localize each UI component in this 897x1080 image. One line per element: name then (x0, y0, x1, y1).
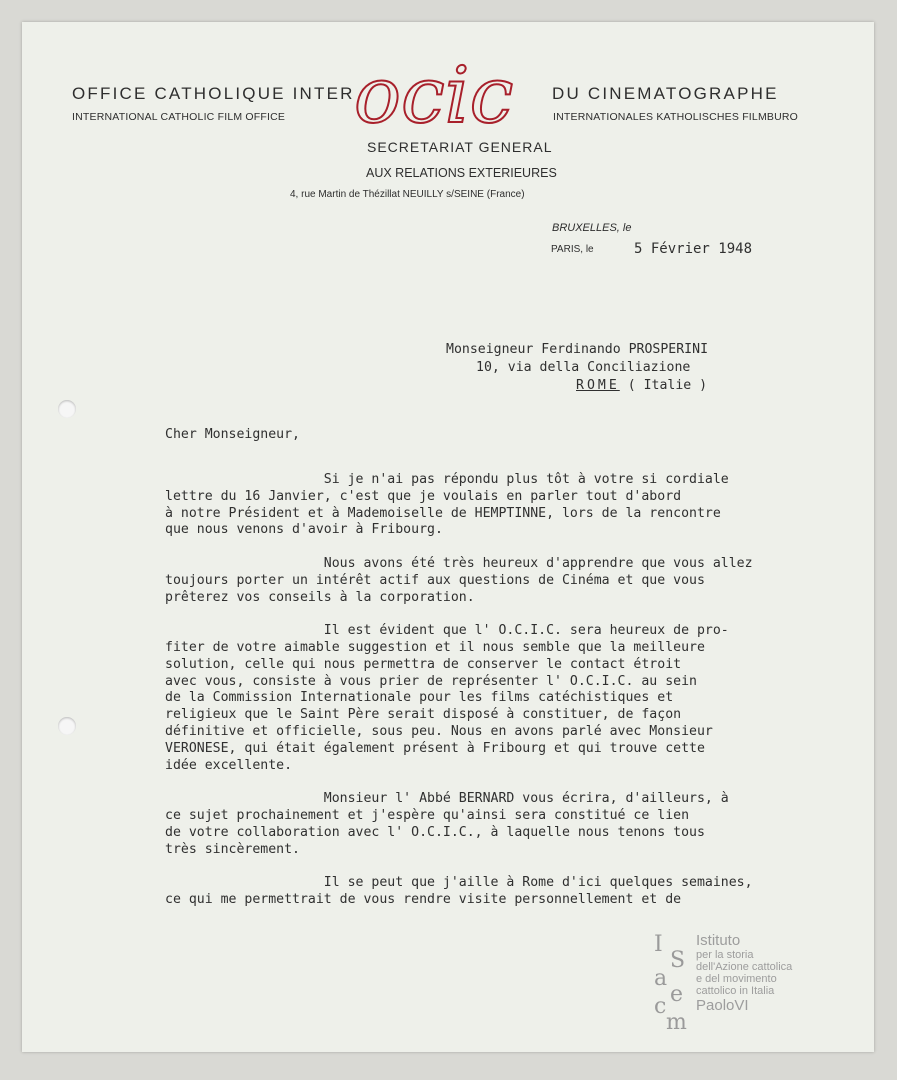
recipient-street: 10, via della Conciliazione (476, 360, 691, 375)
place-paris: PARIS, le (551, 244, 594, 255)
punch-hole-top (58, 400, 76, 418)
letter-body-line: Il se peut que j'aille à Rome d'ici quelques semaines, (165, 875, 753, 891)
letter-body-line: Nous avons été très heureux d'apprendre que vous allez (165, 555, 753, 571)
letterhead-secretariat: SECRETARIAT GENERAL (367, 139, 553, 155)
letter-body-line: toujours porter un intérêt actif aux questions de Cinéma et que vous (165, 572, 705, 588)
recipient-city: ROME (576, 378, 620, 393)
letterhead-subtitle-left: INTERNATIONAL CATHOLIC FILM OFFICE (72, 111, 286, 123)
letter-body-line: très sincèrement. (165, 841, 300, 857)
letter-date: 5 Février 1948 (634, 241, 753, 257)
letter-body-line: Si je n'ai pas répondu plus tôt à votre si cordiale (165, 472, 729, 487)
letterhead-title-right: DU CINEMATOGRAPHE (552, 84, 779, 103)
letter-body-line: définitive et officielle, sous peu. Nous en avons parlé avec Monsieur (165, 723, 713, 739)
letter-body-line (165, 539, 753, 556)
letter-body-line (165, 774, 753, 791)
recipient-name: Monseigneur Ferdinando PROSPERINI (446, 342, 709, 357)
letter-body-line: solution, celle qui nous permettra de conserver le contact étroit (165, 656, 682, 672)
letter-body-line: prêterez vos conseils à la corporation. (165, 589, 475, 605)
letter-body-line (165, 606, 753, 623)
recipient-city-line (576, 378, 707, 394)
letter-body-line: religieux que le Saint Père serait disposé à constituer, de façon (165, 707, 682, 723)
salutation: Cher Monseigneur, (165, 427, 300, 442)
letter-body-line: idée excellente. (165, 757, 293, 773)
punch-hole-bottom (58, 717, 76, 735)
letter-body (165, 472, 753, 909)
letterhead-department: AUX RELATIONS EXTERIEURES (366, 166, 557, 180)
letterhead-address: 4, rue Martin de Thézillat NEUILLY s/SEINE (France) (290, 189, 525, 200)
letter-body-line: de la Commission Internationale pour les films catéchistiques et (165, 690, 674, 706)
letter-body-line: lettre du 16 Janvier, c'est que je voulais en parler tout d'abord (165, 488, 682, 504)
letter-body-line (165, 858, 753, 875)
archive-institute-text: Istituto per la storia dell'Azione cattolica e del movimento cattolico in Italia PaoloVI (696, 932, 793, 1014)
letter-body-line: de votre collaboration avec l' O.C.I.C., à laquelle nous tenons tous (165, 824, 705, 840)
letter-body-line: à notre Président et à Mademoiselle de HEMPTINNE, lors de la rencontre (165, 505, 721, 521)
archive-stamp: I S a e c m Istituto per la storia dell'Azione cattolica e del movimento cattolico in Italia PaoloVI (654, 932, 793, 1035)
recipient-country: ( Italie ) (627, 378, 708, 393)
letter-body-line: ce sujet prochainement et j'espère qu'ainsi sera constitué ce lien (165, 807, 690, 823)
ocic-logo (352, 50, 552, 130)
letter-body-line: VERONESE, qui était également présent à Fribourg et qui trouve cette (165, 740, 705, 756)
letter-body-line: avec vous, consiste à vous prier de représenter l' O.C.I.C. au sein (165, 673, 697, 689)
letter-body-line: ce qui me permettrait de vous rendre visite personnellement et de (165, 891, 682, 907)
letterhead-title-left: OFFICE CATHOLIQUE INTER (72, 84, 355, 103)
letterhead-subtitle-right: INTERNATIONALES KATHOLISCHES FILMBURO (553, 111, 799, 123)
svg-text:ocic: ocic (354, 51, 514, 130)
letter-body-line: Monsieur l' Abbé BERNARD vous écrira, d'ailleurs, à (165, 791, 729, 807)
place-bruxelles: BRUXELLES, le (552, 222, 632, 234)
letter-body-line: Il est évident que l' O.C.I.C. sera heureux de pro- (165, 623, 729, 639)
letter-body-line: fiter de votre aimable suggestion et il nous semble que la meilleure (165, 639, 705, 655)
letter-body-line: que nous venons d'avoir à Fribourg. (165, 522, 443, 538)
